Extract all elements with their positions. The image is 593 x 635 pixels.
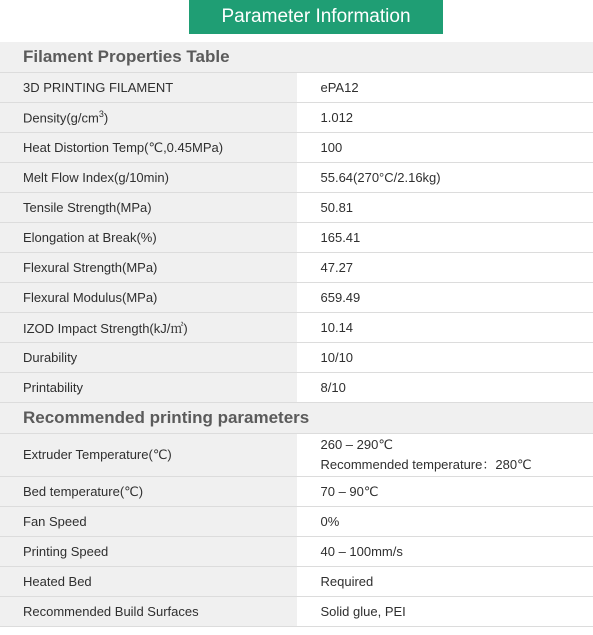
row-value: 0% [297,507,593,537]
row-value: 10/10 [297,343,593,373]
row-label: Printing Speed [0,537,297,567]
row-value: 100 [297,133,593,163]
section-header [0,403,593,434]
row-value [297,434,593,477]
row-label: Extruder Temperature(℃) [0,434,297,477]
row-value: Required [297,567,593,597]
row-label: Recommended Build Surfaces [0,597,297,627]
table-row [0,193,593,223]
row-value: ePA12 [297,73,593,103]
table-row [0,537,593,567]
table-row [0,434,593,477]
parameter-table [0,42,593,627]
label-superscript: 3 [98,109,104,120]
row-label: Printability [0,373,297,403]
row-label: Flexural Strength(MPa) [0,253,297,283]
row-value: 47.27 [297,253,593,283]
row-label: Fan Speed [0,507,297,537]
row-value: 40 – 100mm/s [297,537,593,567]
banner-area [0,0,593,42]
table-row [0,567,593,597]
row-value: 1.012 [297,103,593,133]
table-row [0,343,593,373]
table-row [0,477,593,507]
table-row [0,507,593,537]
value-line: Recommended temperature：280℃ [320,457,532,472]
label-text: Density(g/cm [23,110,99,126]
value-line: 260 – 290℃ [320,437,393,452]
row-label: Heated Bed [0,567,297,597]
table-row [0,133,593,163]
table-row [0,163,593,193]
row-label: Flexural Modulus(MPa) [0,283,297,313]
row-label [0,103,297,133]
table-row [0,253,593,283]
row-label: Bed temperature(℃) [0,477,297,507]
row-label: 3D PRINTING FILAMENT [0,73,297,103]
table-row [0,73,593,103]
row-value: 10.14 [297,313,593,343]
label-text-end: ) [103,110,109,126]
table-row [0,283,593,313]
row-label: Elongation at Break(%) [0,223,297,253]
section-header [0,42,593,73]
row-label: Tensile Strength(MPa) [0,193,297,223]
table-row [0,373,593,403]
row-value: 8/10 [297,373,593,403]
row-value: 55.64(270°C/2.16kg) [297,163,593,193]
table-row [0,597,593,627]
table-row [0,103,593,133]
parameter-information-banner: Parameter Information [189,0,443,34]
row-value: 659.49 [297,283,593,313]
table-row [0,223,593,253]
filament-properties-heading: Filament Properties Table [0,42,593,73]
row-label: Melt Flow Index(g/10min) [0,163,297,193]
printing-parameters-heading: Recommended printing parameters [0,403,593,434]
row-label: IZOD Impact Strength(kJ/㎡) [0,313,297,343]
row-label: Durability [0,343,297,373]
row-value: 70 – 90℃ [297,477,593,507]
row-value: 50.81 [297,193,593,223]
table-row [0,313,593,343]
row-value: Solid glue, PEI [297,597,593,627]
row-label: Heat Distortion Temp(℃,0.45MPa) [0,133,297,163]
row-value: 165.41 [297,223,593,253]
